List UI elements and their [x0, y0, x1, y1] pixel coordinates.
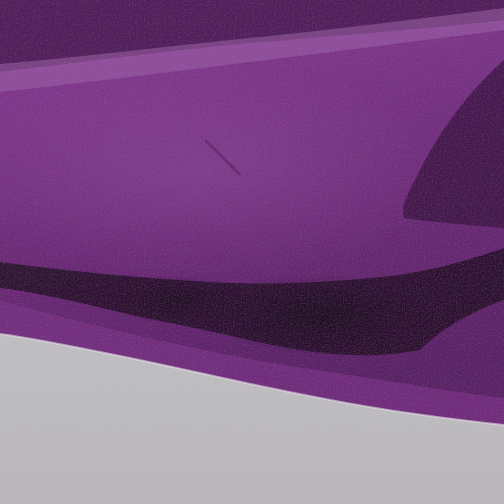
deep-shadow-pool	[210, 273, 430, 357]
left-shadow-pool	[110, 275, 250, 325]
